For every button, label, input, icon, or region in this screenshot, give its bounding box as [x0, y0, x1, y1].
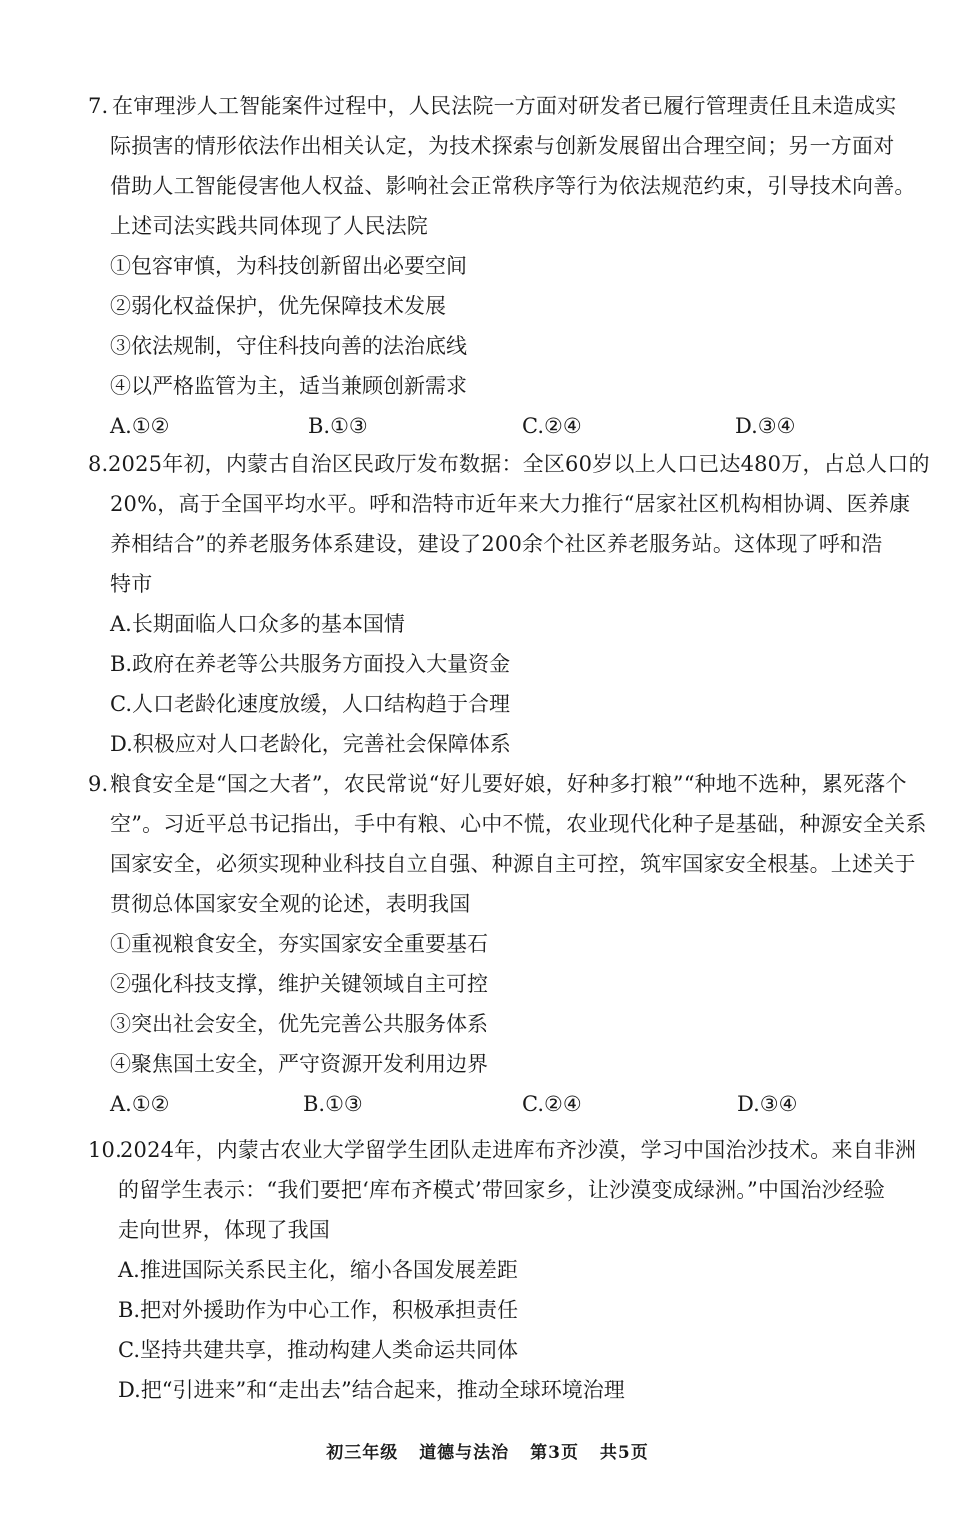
choice-b: B.①③	[308, 414, 368, 438]
page-footer	[0, 1438, 975, 1463]
footer-page-number: 第3页	[530, 1443, 579, 1463]
option-d: D.把“引进来”和“走出去”结合起来，推动全球环境治理	[118, 1378, 625, 1402]
choice-row	[0, 1084, 975, 1124]
statement: ②强化科技支撑，维护关键领域自主可控	[110, 972, 488, 996]
choice-row	[0, 406, 975, 446]
question-stem	[0, 764, 975, 924]
stem-line: 粮食安全是“国之大者”，农民常说“好儿要好娘，好种多打粮”“种地不选种，累死落个	[110, 772, 907, 796]
statement: ③突出社会安全，优先完善公共服务体系	[110, 1012, 488, 1036]
stem-line: 走向世界，体现了我国	[118, 1218, 330, 1242]
stem-line: 的留学生表示：“我们要把‘库布齐模式’带回家乡，让沙漠变成绿洲。”中国治沙经验	[118, 1178, 886, 1202]
question-10	[0, 1130, 975, 1410]
question-stem	[0, 444, 975, 604]
choice-c: C.②④	[522, 414, 582, 438]
option-a: A.推进国际关系民主化，缩小各国发展差距	[118, 1258, 518, 1282]
statement: ①重视粮食安全，夯实国家安全重要基石	[110, 932, 488, 956]
statement: ④以严格监管为主，适当兼顾创新需求	[110, 374, 467, 398]
stem-line: 借助人工智能侵害他人权益、影响社会正常秩序等行为依法规范约束，引导技术向善。	[110, 174, 916, 198]
stem-line: 上述司法实践共同体现了人民法院	[110, 214, 428, 238]
stem-line: 2025年初，内蒙古自治区民政厅发布数据：全区60岁以上人口已达480万，占总人口的	[108, 452, 930, 476]
stem-line: 在审理涉人工智能案件过程中，人民法院一方面对研发者已履行管理责任且未造成实	[112, 94, 897, 118]
choice-b: B.①③	[303, 1092, 363, 1116]
statement: ③依法规制，守住科技向善的法治底线	[110, 334, 467, 358]
stem-line: 际损害的情形依法作出相关认定，为技术探索与创新发展留出合理空间；另一方面对	[110, 134, 895, 158]
statement: ②弱化权益保护，优先保障技术发展	[110, 294, 446, 318]
footer-subject: 道德与法治	[419, 1443, 510, 1463]
question-number: 7.	[88, 94, 109, 118]
statement: ④聚焦国土安全，严守资源开发利用边界	[110, 1052, 488, 1076]
choice-a: A.①②	[110, 1092, 170, 1116]
stem-line: 国家安全，必须实现种业科技自立自强、种源自主可控，筑牢国家安全根基。上述关于	[110, 852, 916, 876]
stem-line: 20%，高于全国平均水平。呼和浩特市近年来大力推行“居家社区机构相协调、医养康	[110, 492, 911, 516]
stem-line: 养相结合”的养老服务体系建设，建设了200余个社区养老服务站。这体现了呼和浩	[110, 532, 883, 556]
footer-total-pages: 共5页	[599, 1443, 649, 1463]
question-8	[0, 444, 975, 764]
choice-d: D.③④	[735, 414, 796, 438]
choice-c: C.②④	[522, 1092, 582, 1116]
choice-a: A.①②	[110, 414, 170, 438]
footer-grade: 初三年级	[326, 1443, 399, 1463]
question-9	[0, 764, 975, 1124]
option-d: D.积极应对人口老龄化，完善社会保障体系	[110, 732, 511, 756]
option-b: B.把对外援助作为中心工作，积极承担责任	[118, 1298, 519, 1322]
stem-line: 特市	[110, 572, 153, 596]
option-c: C.坚持共建共享，推动构建人类命运共同体	[118, 1338, 518, 1362]
question-number: 9.	[88, 772, 109, 796]
option-b: B.政府在养老等公共服务方面投入大量资金	[110, 652, 511, 676]
question-number: 8.	[88, 452, 109, 476]
stem-line: 2024年，内蒙古农业大学留学生团队走进库布齐沙漠，学习中国治沙技术。来自非洲	[120, 1138, 917, 1162]
question-7	[0, 86, 975, 446]
question-stem	[0, 1130, 975, 1250]
stem-line: 贯彻总体国家安全观的论述，表明我国	[110, 892, 471, 916]
choice-d: D.③④	[737, 1092, 798, 1116]
question-number: 10.	[88, 1138, 122, 1162]
option-a: A.长期面临人口众多的基本国情	[110, 612, 405, 636]
option-c: C.人口老龄化速度放缓，人口结构趋于合理	[110, 692, 510, 716]
question-stem	[0, 86, 975, 246]
statement: ①包容审慎，为科技创新留出必要空间	[110, 254, 467, 278]
stem-line: 空”。习近平总书记指出，手中有粮、心中不慌，农业现代化种子是基础，种源安全关系	[110, 812, 927, 836]
